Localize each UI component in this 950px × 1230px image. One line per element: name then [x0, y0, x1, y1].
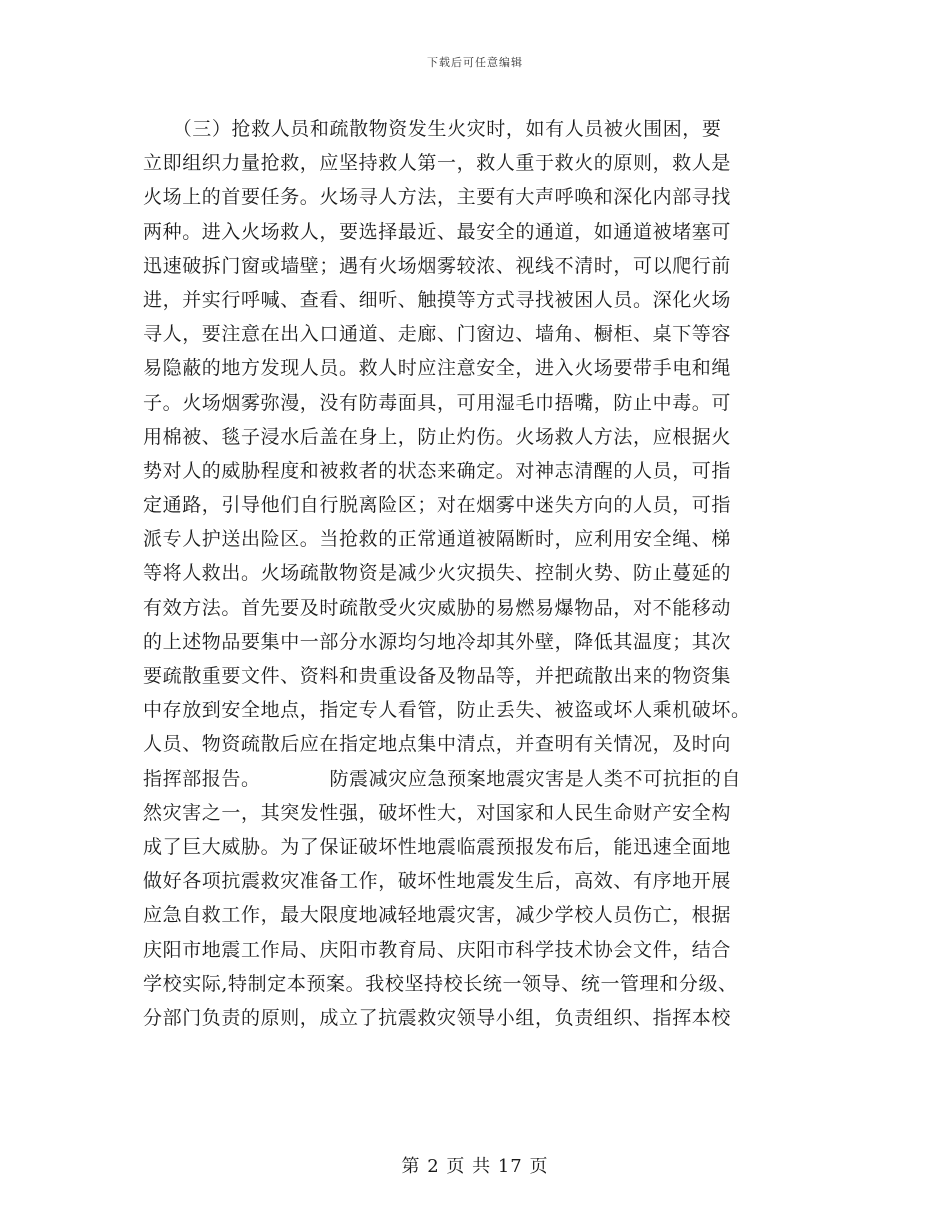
text-line: 用棉被、毯子浸水后盖在身上，防止灼伤。火场救人方法，应根据火 — [143, 425, 732, 448]
text-line: 两种。进入火场救人，要选择最近、最安全的通道，如通道被堵塞可 — [143, 220, 732, 243]
text-line: 有效方法。首先要及时疏散受火灾威胁的易燃易爆物品，对不能移动 — [143, 596, 732, 619]
text-line: 寻人，要注意在出入口通道、走廊、门窗边、墙角、橱柜、桌下等容 — [143, 323, 732, 346]
text-line: 易隐蔽的地方发现人员。救人时应注意安全，进入火场要带手电和绳 — [143, 357, 732, 380]
text-line: 派专人护送出险区。当抢救的正常通道被隔断时，应利用安全绳、梯 — [143, 528, 732, 551]
text-line: 做好各项抗震救灾准备工作，破坏性地震发生后，高效、有序地开展 — [143, 870, 732, 893]
text-line: 庆阳市地震工作局、庆阳市教育局、庆阳市科学技术协会文件，结合 — [143, 938, 732, 961]
text-line: 进，并实行呼喊、查看、细听、触摸等方式寻找被困人员。深化火场 — [143, 288, 732, 311]
text-line: 立即组织力量抢救，应坚持救人第一，救人重于救火的原则，救人是 — [143, 152, 732, 175]
text-line: 势对人的威胁程度和被救者的状态来确定。对神志清醒的人员，可指 — [143, 459, 732, 482]
text-line: 的上述物品要集中一部分水源均匀地冷却其外壁，降低其温度；其次 — [143, 630, 732, 653]
text-line: （三）抢救人员和疏散物资发生火灾时，如有人员被火围困，要 — [143, 118, 722, 140]
text-line: 要疏散重要文件、资料和贵重设备及物品等，并把疏散出来的物资集 — [143, 665, 732, 687]
text-line: 人员、物资疏散后应在指定地点集中清点，并查明有关情况，及时向 — [143, 733, 732, 756]
text-line: 指挥部报告。 防震减灾应急预案地震灾害是人类不可抗拒的自 — [143, 767, 742, 790]
page-number: 第 2 页 共 17 页 — [401, 1156, 549, 1177]
text-line: 迅速破拆门窗或墙壁；遇有火场烟雾较浓、视线不清时，可以爬行前 — [143, 254, 732, 277]
text-line: 中存放到安全地点，指定专人看管，防止丢失、被盗或坏人乘机破坏。 — [143, 699, 751, 722]
text-line: 然灾害之一，其突发性强，破坏性大，对国家和人民生命财产安全构 — [143, 801, 732, 824]
text-line: 火场上的首要任务。火场寻人方法，主要有大声呼唤和深化内部寻找 — [143, 186, 732, 209]
text-line: 等将人救出。火场疏散物资是减少火灾损失、控制火势、防止蔓延的 — [143, 562, 732, 585]
document-body — [143, 112, 813, 1035]
text-line: 学校实际,特制定本预案。我校坚持校长统一领导、统一管理和分级、 — [143, 972, 738, 995]
text-line: 子。火场烟雾弥漫，没有防毒面具，可用湿毛巾捂嘴，防止中毒。可 — [143, 391, 732, 414]
text-line: 成了巨大威胁。为了保证破坏性地震临震预报发布后，能迅速全面地 — [143, 835, 732, 858]
page-header-note: 下载后可任意编辑 — [427, 56, 523, 69]
text-line: 应急自救工作，最大限度地减轻地震灾害，减少学校人员伤亡，根据 — [143, 904, 732, 927]
text-line: 定通路，引导他们自行脱离险区；对在烟雾中迷失方向的人员，可指 — [143, 494, 732, 517]
text-line: 分部门负责的原则，成立了抗震救灾领导小组，负责组织、指挥本校 — [143, 1006, 732, 1029]
